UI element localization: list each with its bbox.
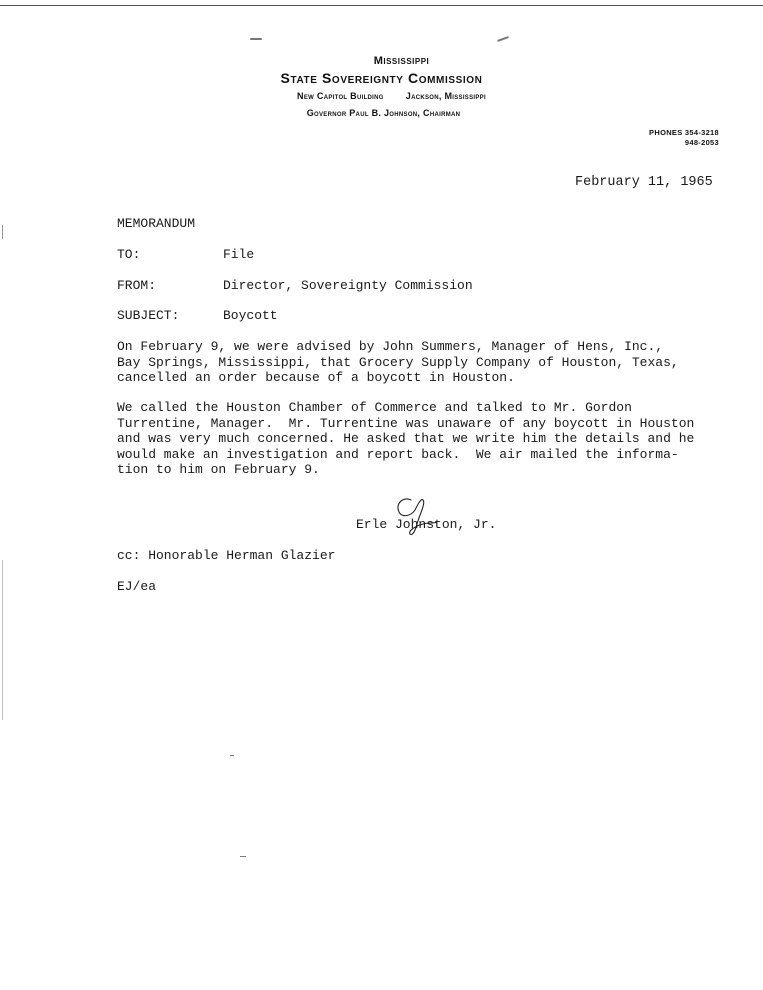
- memo-title: MEMORANDUM: [117, 216, 196, 231]
- subject-label: SUBJECT:: [117, 308, 180, 323]
- body-paragraph-2: [117, 400, 697, 478]
- paragraph-line: Bay Springs, Mississippi, that Grocery Supply Company of Houston, Texas,: [117, 354, 679, 370]
- typist-initials: EJ/ea: [117, 579, 157, 594]
- paragraph-line: We called the Houston Chamber of Commerce and talked to Mr. Gordon: [117, 400, 632, 415]
- phone-numbers: [649, 128, 719, 148]
- signature-name: Erle Johnston, Jr.: [356, 517, 497, 532]
- paragraph-line: tion to him on February 9.: [117, 462, 320, 477]
- letterhead-city: Jackson, Mississippi: [405, 91, 486, 101]
- subject-value: Boycott: [223, 308, 278, 323]
- cc-line: cc: Honorable Herman Glazier: [117, 548, 336, 563]
- body-paragraph-1: [117, 339, 697, 386]
- scan-speck: [240, 856, 246, 857]
- phone-line-2: 948-2053: [684, 138, 719, 147]
- scan-speck: [497, 36, 509, 42]
- paragraph-line: On February 9, we were advised by John Summers, Manager of Hens, Inc.,: [117, 339, 664, 354]
- from-label: FROM:: [117, 278, 157, 293]
- memo-date: February 11, 1965: [575, 175, 713, 190]
- letterhead-commission: State Sovereignty Commission: [280, 70, 483, 86]
- letterhead-governor: Governor Paul B. Johnson, Chairman: [306, 108, 461, 118]
- phone-line-1: PHONES 354-3218: [649, 128, 719, 137]
- paragraph-line: Turrentine, Manager. Mr. Turrentine was unaware of any boycott in Houston: [117, 415, 695, 431]
- top-scan-rule: [0, 5, 763, 6]
- to-value: File: [223, 247, 255, 262]
- scan-speck: [230, 755, 234, 756]
- paragraph-line: would make an investigation and report back. We air mailed the informa-: [117, 446, 679, 462]
- to-label: TO:: [117, 247, 141, 262]
- scan-speck: [250, 38, 262, 40]
- paragraph-line: cancelled an order because of a boycott in Houston.: [117, 370, 515, 385]
- letterhead-building: New Capitol Building: [297, 91, 384, 101]
- paragraph-line: and was very much concerned. He asked that we write him the details and he: [117, 431, 695, 446]
- letterhead-state: Mississippi: [373, 55, 430, 67]
- scan-speck: [2, 560, 3, 720]
- letterhead: [0, 55, 763, 118]
- letterhead-address: [20, 91, 763, 101]
- from-value: Director, Sovereignty Commission: [223, 278, 473, 293]
- scan-speck: [2, 225, 3, 239]
